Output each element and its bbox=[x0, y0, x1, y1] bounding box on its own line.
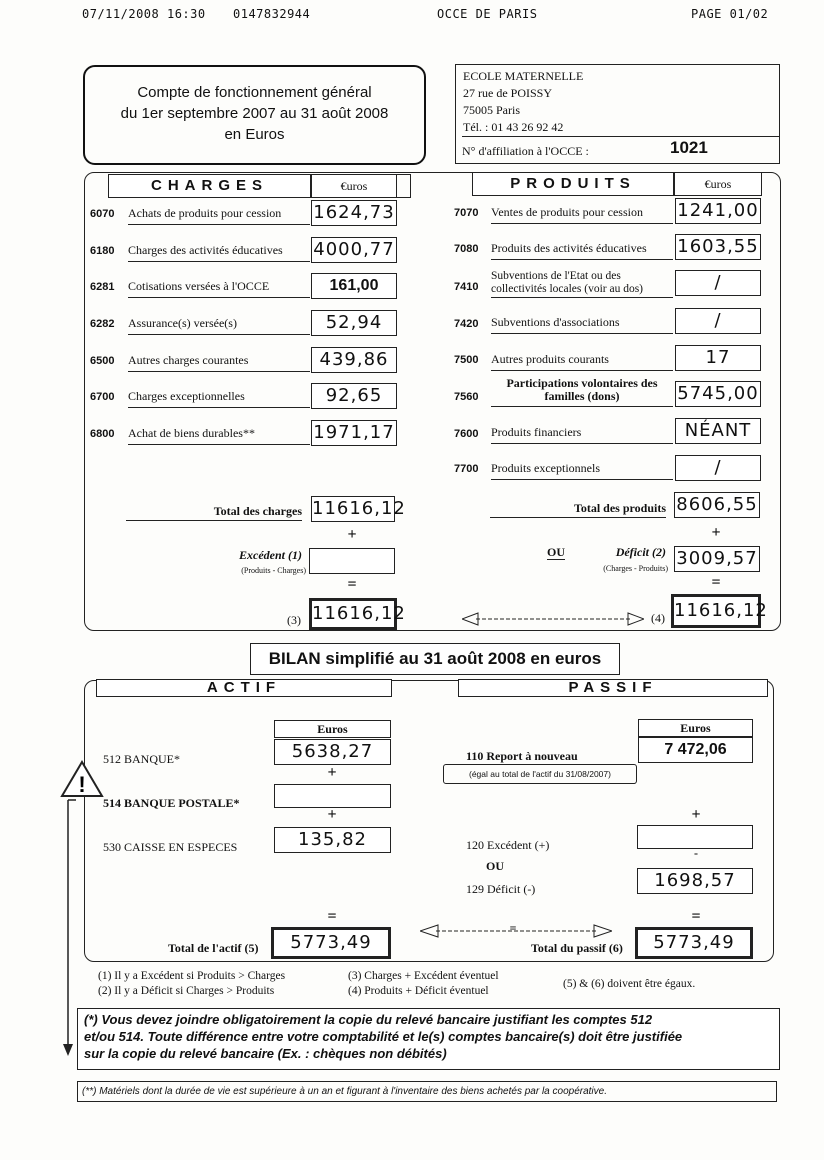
produits-deficit-value: 3009,57 bbox=[674, 546, 760, 572]
produits-deficit-sub: (Charges - Produits) bbox=[603, 564, 668, 573]
charge-label: Charges des activités éducatives bbox=[128, 244, 310, 262]
produits-final-num: (4) bbox=[651, 611, 665, 625]
bilan-title: BILAN simplifié au 31 août 2008 en euros bbox=[250, 643, 620, 675]
school-phone: Tél. : 01 43 26 92 42 bbox=[463, 120, 564, 134]
school-name: ECOLE MATERNELLE bbox=[463, 69, 584, 83]
charge-label: Achat de biens durables** bbox=[128, 427, 310, 445]
passif-report-value: 7 472,06 bbox=[638, 737, 753, 763]
charges-header-end bbox=[397, 174, 411, 198]
produit-code: 7420 bbox=[454, 318, 479, 330]
produit-label: Produits des activités éducatives bbox=[491, 242, 673, 260]
produit-value: / bbox=[675, 270, 761, 296]
produits-total-value: 8606,55 bbox=[674, 492, 760, 518]
note-5: (5) & (6) doivent être égaux. bbox=[563, 978, 696, 990]
produit-code: 7500 bbox=[454, 354, 479, 366]
passif-header: PASSIF bbox=[458, 679, 768, 697]
actif-equals-sign: = bbox=[327, 908, 337, 925]
bilan-middle-equals: = bbox=[509, 921, 517, 935]
note-2: (2) Il y a Déficit si Charges > Produits bbox=[98, 985, 275, 997]
warning-line-1: (*) Vous devez joindre obligatoirement la copie du relevé bancaire justifiant les comptes 512 bbox=[84, 1012, 653, 1027]
charges-total-value: 11616,12 bbox=[311, 496, 395, 522]
charge-value: 1971,17 bbox=[311, 420, 397, 446]
produit-label: Produits financiers bbox=[491, 426, 673, 444]
produits-final-value: 11616,12 bbox=[671, 594, 761, 628]
charge-label: Autres charges courantes bbox=[128, 354, 310, 372]
warning-line-2: et/ou 514. Toute différence entre votre comptabilité et le(s) comptes bancaire(s) doit être justifiée bbox=[84, 1029, 683, 1044]
charge-value: 161,00 bbox=[311, 273, 397, 299]
charge-label: Charges exceptionnelles bbox=[128, 390, 310, 408]
warning-line-3: sur la copie du relevé bancaire (Ex. : chèques non débités) bbox=[84, 1046, 447, 1061]
charge-label: Achats de produits pour cession bbox=[128, 207, 310, 225]
note-1: (1) Il y a Excédent si Produits > Charges bbox=[98, 970, 286, 982]
produit-code: 7410 bbox=[454, 281, 479, 293]
produit-code: 7700 bbox=[454, 463, 479, 475]
charge-code: 6180 bbox=[90, 245, 115, 257]
produits-header: PRODUITS bbox=[472, 172, 674, 196]
charge-label: Cotisations versées à l'OCCE bbox=[128, 280, 310, 298]
produit-value: 1603,55 bbox=[675, 234, 761, 260]
passif-deficit-value: 1698,57 bbox=[637, 868, 753, 894]
affiliation-number: 1021 bbox=[670, 138, 708, 157]
produit-label: Subventions de l'Etat ou des collectivités locales (voir au dos) bbox=[491, 270, 673, 298]
passif-deficit-label: 129 Déficit (-) bbox=[466, 882, 536, 896]
charge-code: 6282 bbox=[90, 318, 115, 330]
actif-banque-postale-value bbox=[274, 784, 391, 808]
produit-label: Autres produits courants bbox=[491, 353, 673, 371]
produit-code: 7070 bbox=[454, 207, 479, 219]
charge-code: 6070 bbox=[90, 208, 115, 220]
charge-value: 92,65 bbox=[311, 383, 397, 409]
charges-final-num: (3) bbox=[287, 613, 301, 627]
produit-value: 17 bbox=[675, 345, 761, 371]
passif-plus-sign: + bbox=[691, 806, 701, 823]
note-4: (4) Produits + Déficit éventuel bbox=[348, 985, 489, 997]
note-3: (3) Charges + Excédent éventuel bbox=[348, 970, 499, 982]
charge-value: 1624,73 bbox=[311, 200, 397, 226]
charge-code: 6800 bbox=[90, 428, 115, 440]
svg-text:!: ! bbox=[78, 772, 86, 797]
charges-final-value: 11616,12 bbox=[309, 598, 397, 630]
document-title bbox=[83, 65, 426, 165]
passif-total-value: 5773,49 bbox=[635, 927, 753, 959]
produit-value: NÉANT bbox=[675, 418, 761, 444]
produit-label: Subventions d'associations bbox=[491, 316, 673, 334]
fax-page: PAGE 01/02 bbox=[691, 7, 769, 21]
produit-label: Participations volontaires des familles (dons) bbox=[491, 377, 673, 407]
produits-plus-sign: + bbox=[711, 524, 721, 541]
charge-code: 6700 bbox=[90, 391, 115, 403]
produits-deficit-label: Déficit (2) bbox=[615, 545, 666, 559]
title-line-1: Compte de fonctionnement général bbox=[137, 84, 372, 101]
charges-excedent-sub: (Produits - Charges) bbox=[241, 566, 306, 575]
produits-total-label: Total des produits bbox=[490, 502, 666, 518]
affiliation-label: N° d'affiliation à l'OCCE : bbox=[462, 144, 589, 158]
passif-report-label: 110 Report à nouveau bbox=[466, 749, 578, 763]
charges-equals-sign: = bbox=[347, 576, 357, 593]
school-info bbox=[455, 64, 780, 164]
school-city: 75005 Paris bbox=[463, 103, 520, 117]
passif-excedent-label: 120 Excédent (+) bbox=[466, 838, 550, 852]
charges-excedent-label: Excédent (1) bbox=[239, 548, 302, 562]
produit-label: Ventes de produits pour cession bbox=[491, 206, 673, 224]
actif-banque-postale-label: 514 BANQUE POSTALE* bbox=[103, 796, 240, 810]
passif-currency-header: Euros bbox=[638, 719, 753, 737]
produit-value: 5745,00 bbox=[675, 381, 761, 407]
produit-value: / bbox=[675, 455, 761, 481]
actif-plus-sign-1: + bbox=[327, 764, 337, 781]
charges-header: CHARGES bbox=[108, 174, 311, 198]
produit-code: 7080 bbox=[454, 243, 479, 255]
charge-value: 52,94 bbox=[311, 310, 397, 336]
actif-banque-value: 5638,27 bbox=[274, 739, 391, 765]
actif-banque-label: 512 BANQUE* bbox=[103, 752, 180, 766]
produits-currency-header: €uros bbox=[674, 172, 762, 196]
actif-currency-header: Euros bbox=[274, 720, 391, 738]
charges-excedent-value bbox=[309, 548, 395, 574]
passif-total-label: Total du passif (6) bbox=[531, 941, 623, 955]
school-street: 27 rue de POISSY bbox=[463, 86, 552, 100]
charges-plus-sign: + bbox=[347, 526, 357, 543]
actif-total-label: Total de l'actif (5) bbox=[168, 941, 259, 955]
produits-equals-sign: = bbox=[711, 574, 721, 591]
fax-center: OCCE DE PARIS bbox=[437, 7, 538, 21]
charge-value: 4000,77 bbox=[311, 237, 397, 263]
title-line-2: du 1er septembre 2007 au 31 août 2008 bbox=[120, 105, 389, 122]
passif-minus-sign: - bbox=[694, 846, 698, 860]
passif-ou: OU bbox=[486, 859, 504, 873]
produit-value: / bbox=[675, 308, 761, 334]
produit-code: 7560 bbox=[454, 391, 479, 403]
durable-goods-footnote: (**) Matériels dont la durée de vie est supérieure à un an et figurant à l'inventaire des biens achetés par la coopérative. bbox=[77, 1081, 777, 1102]
produits-ou: OU bbox=[547, 545, 565, 559]
fax-number: 0147832944 bbox=[233, 7, 311, 21]
charges-currency-header: €uros bbox=[311, 174, 397, 198]
title-line-3: en Euros bbox=[224, 126, 285, 143]
produit-label: Produits exceptionnels bbox=[491, 462, 673, 480]
charge-code: 6281 bbox=[90, 281, 115, 293]
actif-caisse-value: 135,82 bbox=[274, 827, 391, 853]
double-arrow-icon bbox=[462, 612, 644, 626]
actif-plus-sign-2: + bbox=[327, 806, 337, 823]
passif-report-note: (égal au total de l'actif du 31/08/2007) bbox=[443, 764, 637, 784]
actif-caisse-label: 530 CAISSE EN ESPECES bbox=[103, 840, 238, 854]
charges-total-label: Total des charges bbox=[126, 505, 302, 521]
produit-code: 7600 bbox=[454, 428, 479, 440]
bank-statement-warning bbox=[77, 1008, 780, 1070]
charge-value: 439,86 bbox=[311, 347, 397, 373]
charge-label: Assurance(s) versée(s) bbox=[128, 317, 310, 335]
fax-datetime: 07/11/2008 16:30 bbox=[82, 7, 206, 21]
charge-code: 6500 bbox=[90, 355, 115, 367]
passif-equals-sign: = bbox=[691, 908, 701, 925]
produit-value: 1241,00 bbox=[675, 198, 761, 224]
actif-total-value: 5773,49 bbox=[271, 927, 391, 959]
affiliation bbox=[462, 136, 779, 160]
actif-header: ACTIF bbox=[96, 679, 392, 697]
